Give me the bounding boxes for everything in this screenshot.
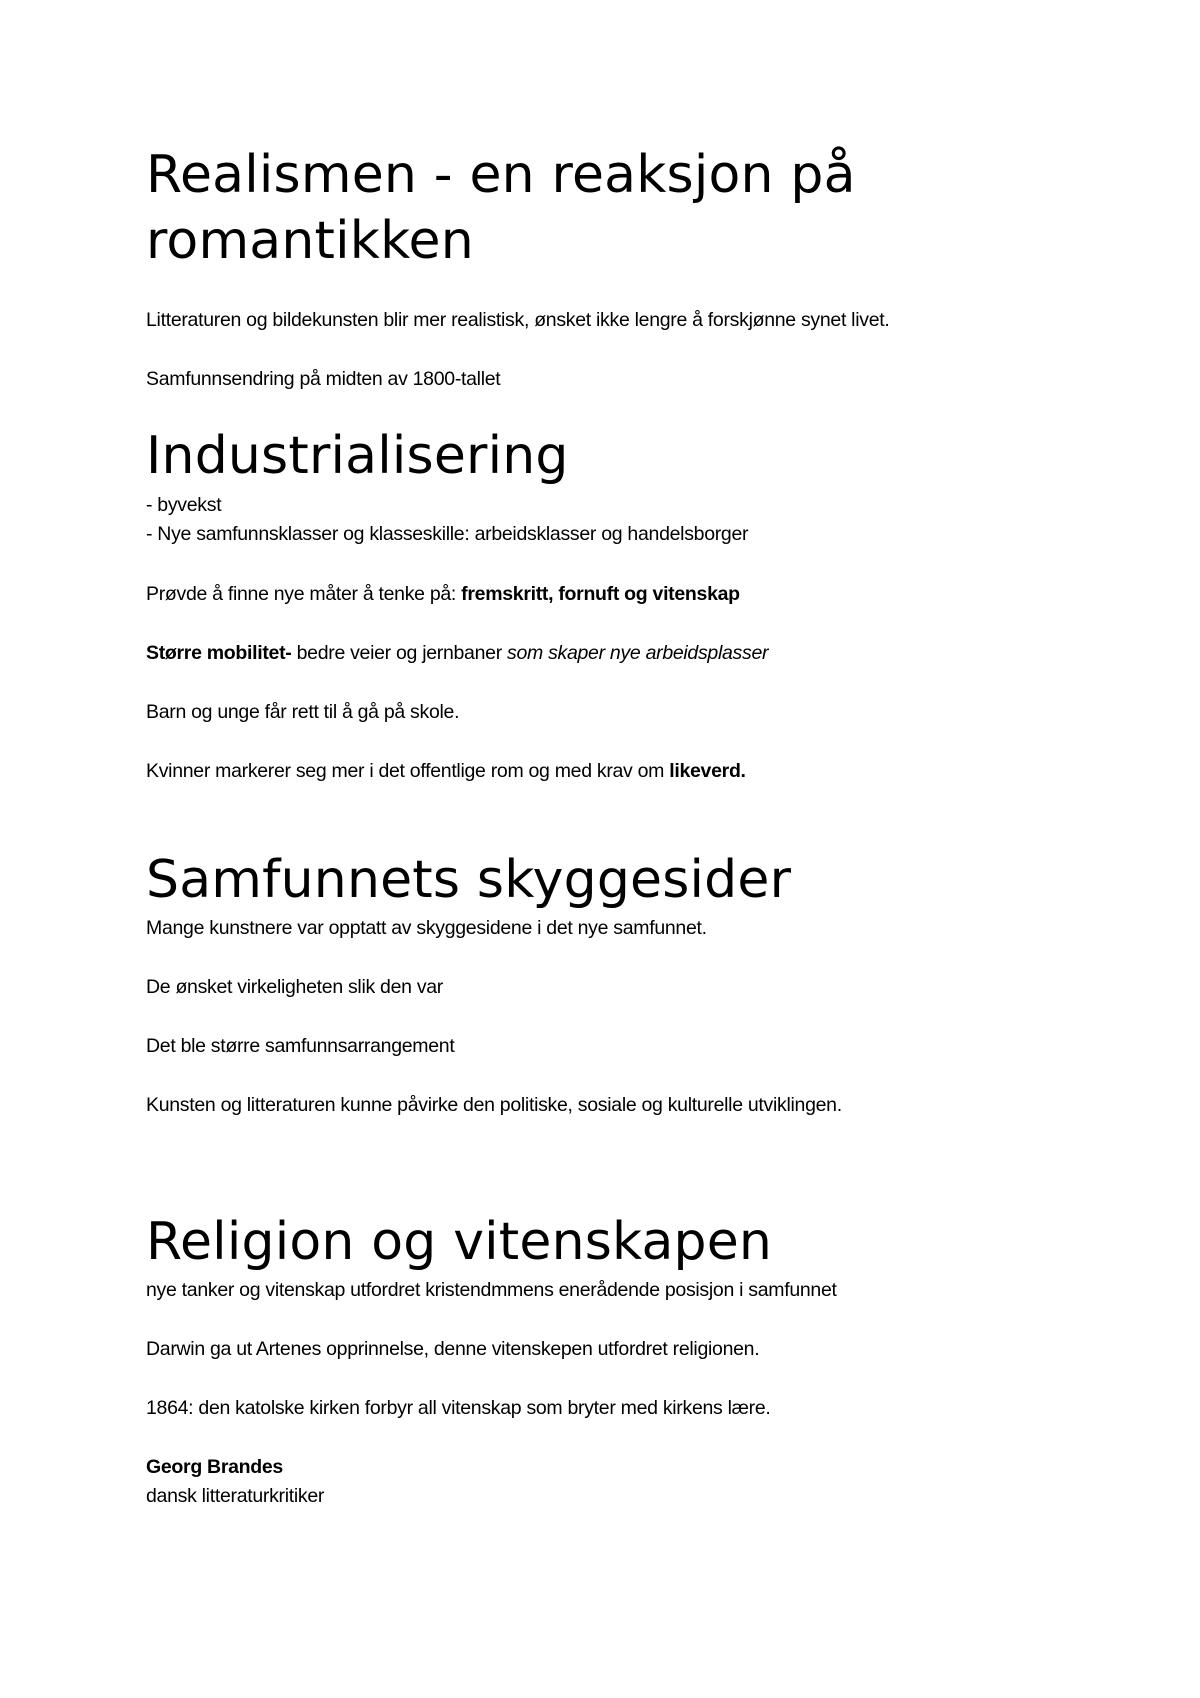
title-line-1: Realismen - en reaksjon på bbox=[146, 145, 856, 205]
role-litteraturkritiker: dansk litteraturkritiker bbox=[146, 1485, 325, 1507]
paragraph-kunstnere: Mange kunstnere var opptatt av skyggesidene i det nye samfunnet. bbox=[146, 917, 707, 939]
paragraph-kunsten: Kunsten og litteraturen kunne påvirke den politiske, sosiale og kulturelle utviklingen. bbox=[146, 1094, 842, 1116]
title-line-2: romantikken bbox=[146, 211, 474, 271]
bold-text: likeverd. bbox=[669, 760, 746, 782]
paragraph-text: Kvinner markerer seg mer i det offentlige rom og med krav om bbox=[146, 760, 670, 782]
italic-text: som skaper nye arbeidsplasser bbox=[507, 642, 769, 664]
paragraph-1864: 1864: den katolske kirken forbyr all vitenskap som bryter med kirkens lære. bbox=[146, 1397, 771, 1419]
heading-industrialisering: Industrialisering bbox=[146, 426, 569, 486]
paragraph-text: bedre veier og jernbaner bbox=[291, 642, 508, 664]
list-item-byvekst: - byvekst bbox=[146, 494, 222, 516]
paragraph-text: Prøvde å finne nye måter å tenke på: bbox=[146, 583, 462, 605]
paragraph-nye-maater bbox=[146, 580, 740, 608]
heading-skyggesider: Samfunnets skyggesider bbox=[146, 850, 792, 910]
intro-paragraph-2: Samfunnsendring på midten av 1800-tallet bbox=[146, 368, 501, 390]
name-georg-brandes: Georg Brandes bbox=[146, 1456, 283, 1478]
list-item-samfunnsklasser: - Nye samfunnsklasser og klasseskille: arbeidsklasser og handelsborger bbox=[146, 523, 749, 545]
paragraph-samfunnsarrangement: Det ble større samfunnsarrangement bbox=[146, 1035, 455, 1057]
bold-text: Større mobilitet- bbox=[146, 642, 292, 664]
intro-paragraph-1: Litteraturen og bildekunsten blir mer realistisk, ønsket ikke lengre å forskjønne synet livet. bbox=[146, 309, 890, 331]
paragraph-virkeligheten: De ønsket virkeligheten slik den var bbox=[146, 976, 444, 998]
paragraph-darwin: Darwin ga ut Artenes opprinnelse, denne vitenskepen utfordret religionen. bbox=[146, 1338, 760, 1360]
paragraph-nye-tanker: nye tanker og vitenskap utfordret kristendmmens enerådende posisjon i samfunnet bbox=[146, 1279, 837, 1301]
paragraph-mobilitet bbox=[146, 639, 768, 667]
heading-religion: Religion og vitenskapen bbox=[146, 1212, 773, 1272]
paragraph-skole: Barn og unge får rett til å gå på skole. bbox=[146, 701, 460, 723]
paragraph-kvinner bbox=[146, 757, 746, 785]
bold-text: fremskritt, fornuft og vitenskap bbox=[461, 583, 740, 605]
